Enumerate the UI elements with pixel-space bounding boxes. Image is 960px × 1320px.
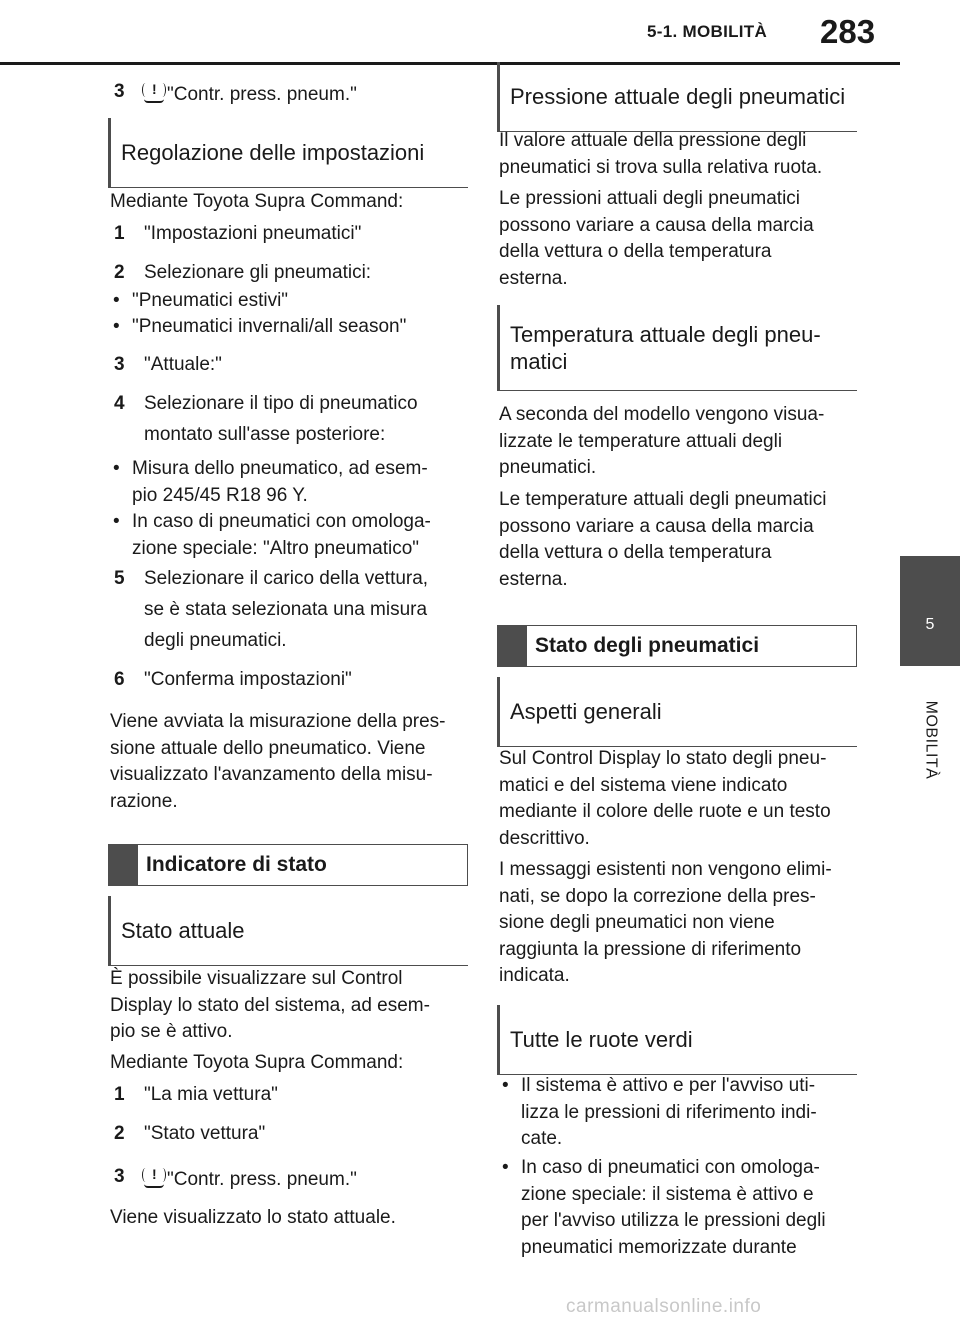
- step-text: "La mia vettura": [144, 1084, 278, 1105]
- paragraph: A seconda del modello vengono visua- lizzate le temperature attuali degli pneumatici.: [499, 404, 825, 478]
- step-number: 5: [114, 568, 125, 589]
- list-item: • In caso di pneumatici con omologa- zione speciale: "Altro pneumatico": [110, 509, 431, 562]
- tire-pressure-warning-icon: !: [144, 81, 164, 103]
- step-text: ! "Contr. press. pneum.": [144, 1166, 357, 1191]
- step-text: "Impostazioni pneumatici": [144, 223, 362, 244]
- paragraph: Le temperature attuali degli pneumatici possono variare a causa della marcia della vettura o della temperatura esterna.: [499, 489, 827, 590]
- paragraph: È possibile visualizzare sul Control Display lo stato del sistema, ad esem- pio se è attivo.: [110, 968, 430, 1042]
- watermark: carmanualsonline.info: [566, 1296, 762, 1317]
- step-text: degli pneumatici.: [144, 630, 287, 651]
- heading-aspetti: Aspetti generali: [497, 677, 857, 747]
- step-number: 3: [114, 81, 125, 102]
- heading-temperatura: Temperatura attuale degli pneu- matici: [497, 305, 857, 391]
- heading-stato-attuale: Stato attuale: [108, 896, 468, 966]
- chapter-number: 5: [925, 616, 935, 633]
- list-item: • "Pneumatici estivi": [110, 288, 288, 315]
- paragraph: Mediante Toyota Supra Command:: [110, 191, 404, 212]
- section-title: 5-1. MOBILITÀ: [647, 22, 768, 41]
- step-number: 2: [114, 262, 125, 283]
- step-number: 6: [114, 669, 125, 690]
- paragraph: I messaggi esistenti non vengono elimi- nati, se dopo la correzione della pres- sione degli pneumatici non viene raggiunta la pressione di riferimento indicata.: [499, 859, 832, 986]
- tire-pressure-warning-icon: !: [144, 1166, 164, 1188]
- box-heading-stato: Stato degli pneumatici: [497, 625, 857, 667]
- list-item: • Misura dello pneumatico, ad esem- pio 245/45 R18 96 Y.: [110, 456, 428, 509]
- list-item: • "Pneumatici invernali/all season": [110, 314, 406, 341]
- step-number: 2: [114, 1123, 125, 1144]
- heading-ruote-verdi: Tutte le ruote verdi: [497, 1005, 857, 1075]
- step-number: 1: [114, 223, 125, 244]
- step-text: se è stata selezionata una misura: [144, 599, 428, 620]
- heading-regolazione: Regolazione delle impostazioni: [108, 118, 468, 188]
- step-text: ! "Contr. press. pneum.": [144, 81, 357, 106]
- step-text: "Stato vettura": [144, 1123, 266, 1144]
- paragraph: Sul Control Display lo stato degli pneu- matici e del sistema viene indicato mediante il colore delle ruote e un testo descrittivo.: [499, 748, 831, 849]
- paragraph: Le pressioni attuali degli pneumatici possono variare a causa della marcia della vettura o della temperatura esterna.: [499, 188, 814, 289]
- step-text: Selezionare il tipo di pneumatico: [144, 393, 418, 414]
- paragraph: Mediante Toyota Supra Command:: [110, 1052, 404, 1073]
- step-number: 3: [114, 1166, 125, 1187]
- step-text: "Conferma impostazioni": [144, 669, 352, 690]
- step-text: Selezionare il carico della vettura,: [144, 568, 429, 589]
- step-number: 3: [114, 354, 125, 375]
- paragraph: Viene visualizzato lo stato attuale.: [110, 1207, 396, 1228]
- heading-pressione: Pressione attuale degli pneumatici: [497, 62, 857, 132]
- step-number: 4: [114, 393, 125, 414]
- step-text: montato sull'asse posteriore:: [144, 424, 386, 445]
- box-heading-indicatore: Indicatore di stato: [108, 844, 468, 886]
- step-text: Selezionare gli pneumatici:: [144, 262, 372, 283]
- page-number: 283: [820, 13, 876, 50]
- paragraph: Viene avviata la misurazione della pres- sione attuale dello pneumatico. Viene visualizzato l'avanzamento della misu- razione.: [110, 711, 446, 812]
- list-item: • In caso di pneumatici con omologa- zione speciale: il sistema è attivo e per l'avviso utilizza le pressioni degli pneumatici memorizzate durante: [499, 1155, 826, 1261]
- list-item: • Il sistema è attivo e per l'avviso uti- lizza le pressioni di riferimento indi- cate.: [499, 1073, 817, 1153]
- paragraph: Il valore attuale della pressione degli pneumatici si trova sulla relativa ruota.: [499, 130, 823, 178]
- chapter-label: MOBILITÀ: [922, 700, 939, 780]
- step-number: 1: [114, 1084, 125, 1105]
- step-text: "Attuale:": [144, 354, 222, 375]
- chapter-tab[interactable]: [900, 556, 960, 666]
